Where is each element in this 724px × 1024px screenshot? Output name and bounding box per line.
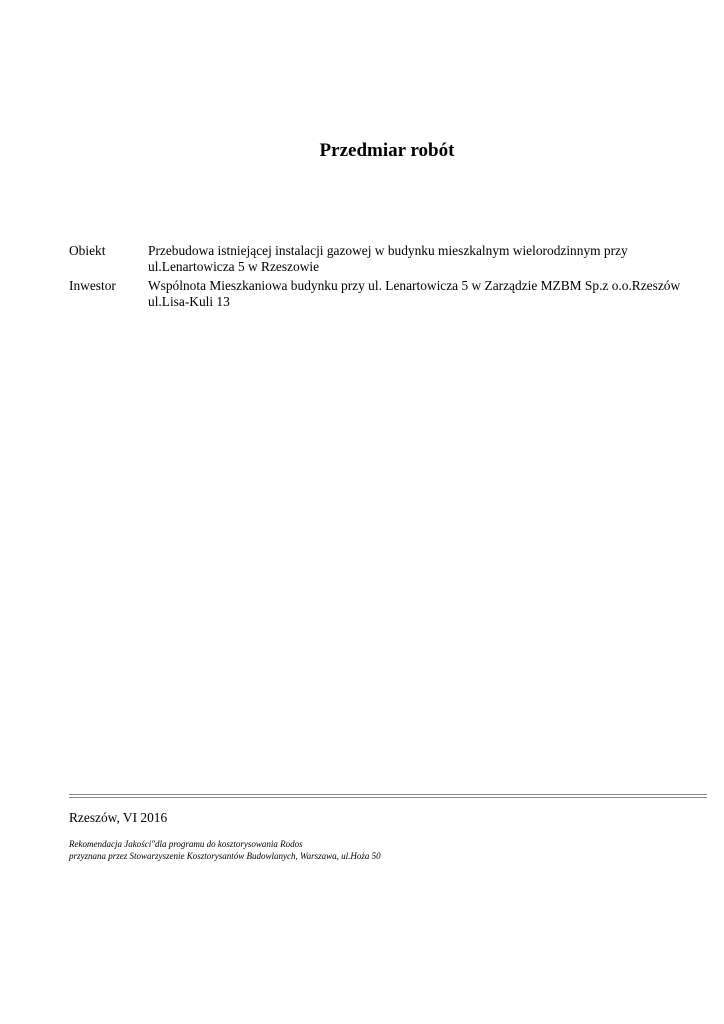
- field-value-line: ul.Lenartowicza 5 w Rzeszowie: [148, 259, 320, 274]
- recommendation-note: Rekomendacja Jakości"dla programu do kosztorysowania Rodos: [69, 839, 303, 849]
- field-value-line: ul.Lisa-Kuli 13: [148, 294, 230, 309]
- footer-divider-top: [69, 794, 707, 795]
- field-label-inwestor: Inwestor: [69, 278, 116, 293]
- field-value-obiekt: [148, 243, 708, 275]
- place-date: Rzeszów, VI 2016: [69, 810, 168, 825]
- footer-divider-bottom: [69, 797, 707, 798]
- field-label-obiekt: Obiekt: [69, 243, 106, 258]
- field-value-inwestor: [148, 278, 708, 310]
- document-title: Przedmiar robót: [319, 140, 455, 161]
- recommendation-issuer-note: przyznana przez Stowarzyszenie Kosztorysantów Budowlanych, Warszawa, ul.Hoża 50: [69, 851, 381, 861]
- field-value-line: Wspólnota Mieszkaniowa budynku przy ul. Lenartowicza 5 w Zarządzie MZBM Sp.z o.o.Rzeszów: [148, 278, 681, 293]
- field-value-line: Przebudowa istniejącej instalacji gazowej w budynku mieszkalnym wielorodzinnym przy: [148, 243, 628, 258]
